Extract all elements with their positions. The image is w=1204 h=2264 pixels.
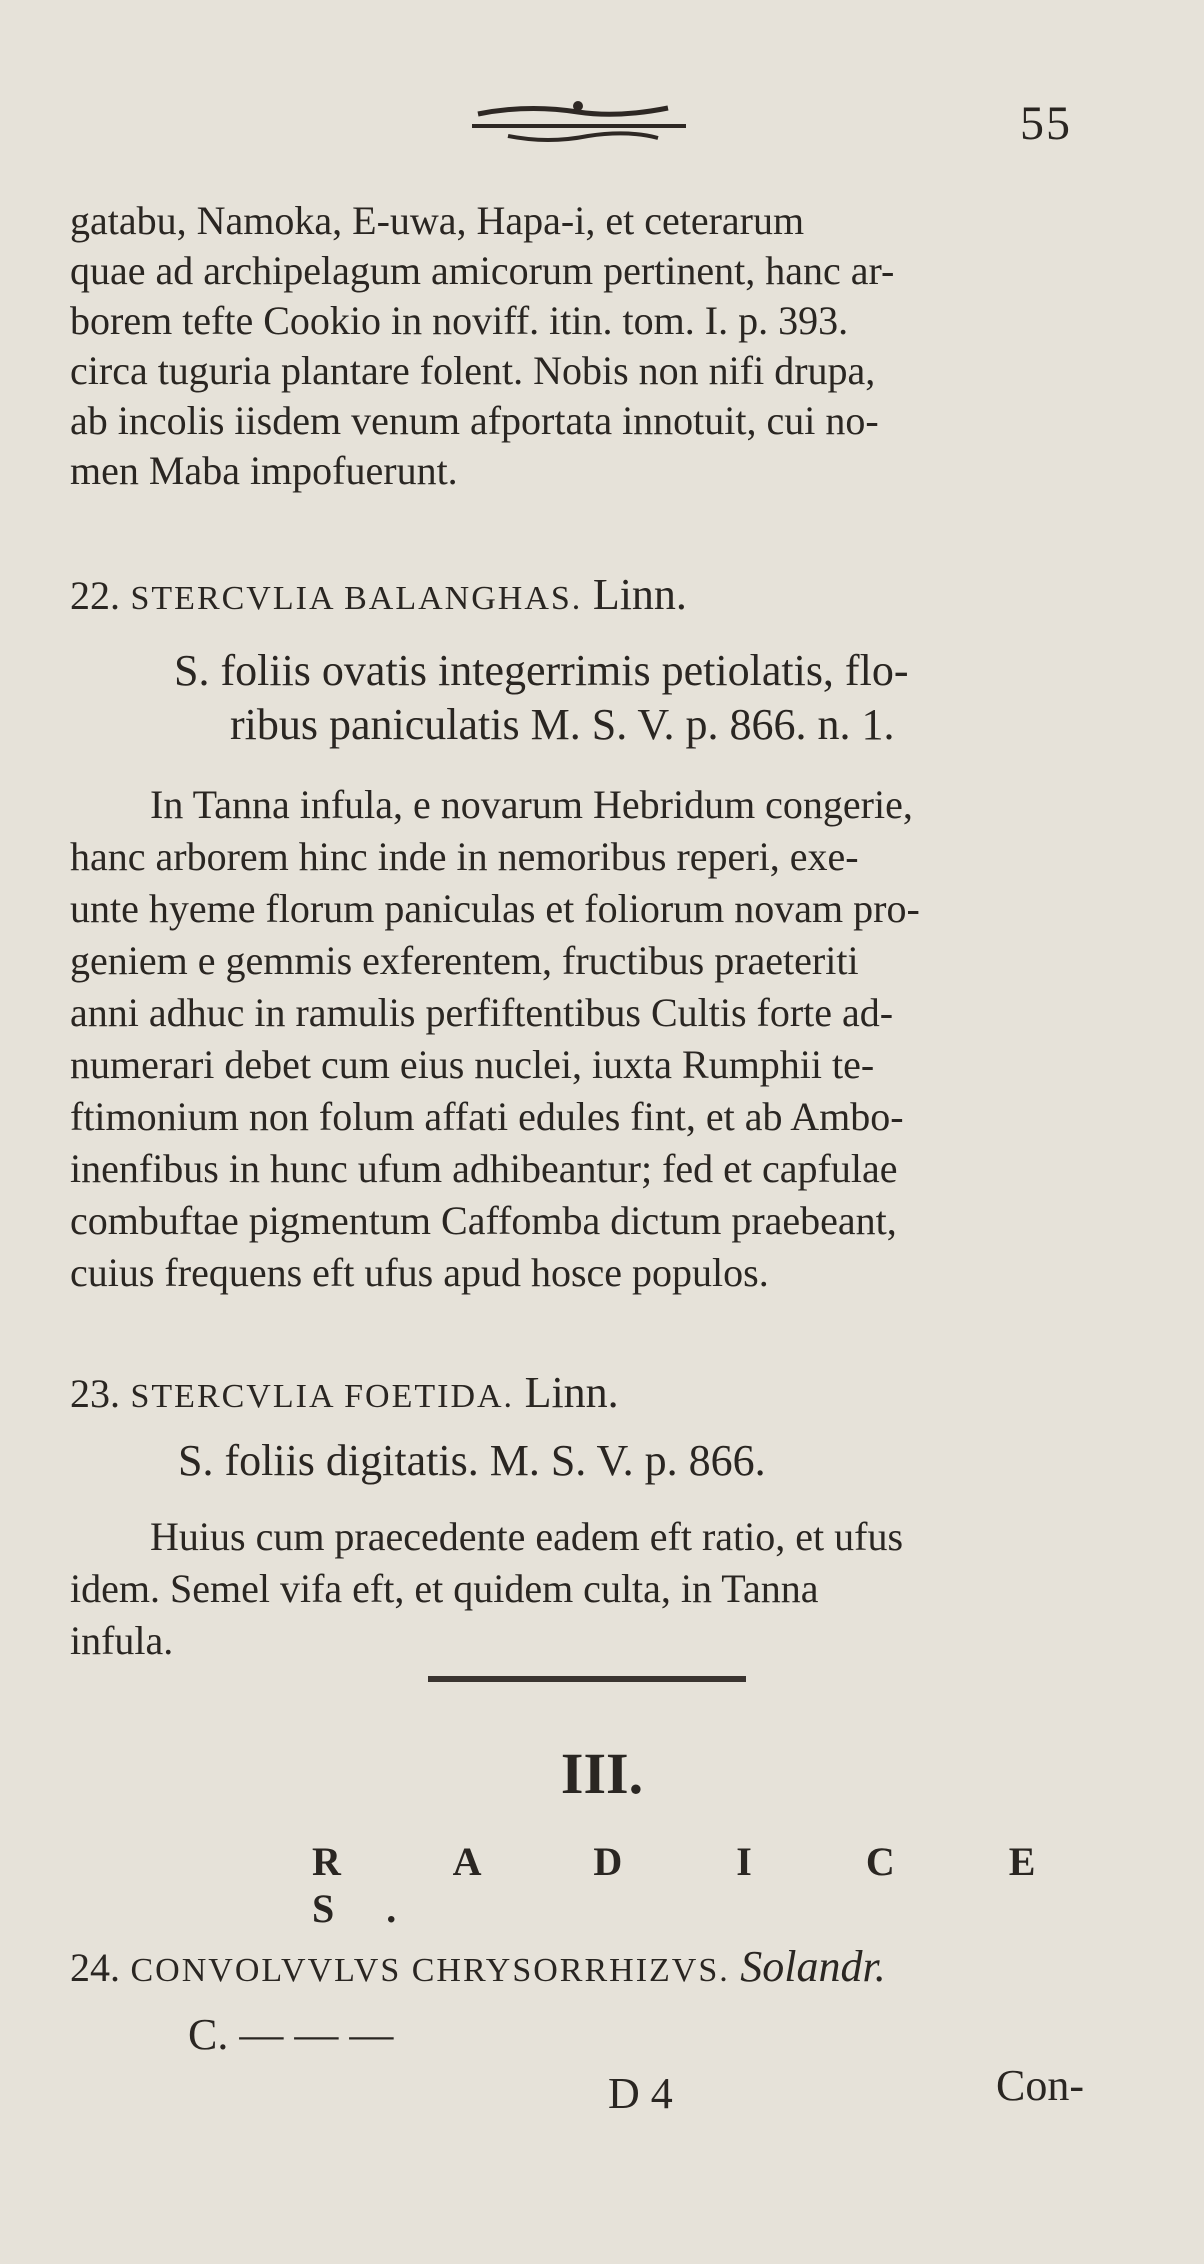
entry-heading	[70, 1942, 886, 1996]
species-name: STERCVLIA FOETIDA.	[130, 1378, 515, 1415]
diagnosis-line: C. — — —	[188, 2010, 394, 2059]
catchword: Con-	[996, 2061, 1084, 2110]
species-name: STERCVLIA BALANGHAS.	[130, 580, 583, 617]
text-line: geniem e gemmis exferentem, fructibus praeteriti	[70, 938, 859, 983]
diagnosis-line: ribus paniculatis M. S. V. p. 866. n. 1.	[230, 700, 895, 749]
text-line: anni adhuc in ramulis perfiftentibus Cultis forte ad-	[70, 990, 894, 1035]
author-name: Linn.	[524, 1368, 619, 1417]
diagnosis-line: S. foliis digitatis. M. S. V. p. 866.	[178, 1436, 766, 1485]
page-number: 55	[1020, 97, 1072, 150]
text-line: men Maba impofuerunt.	[70, 448, 458, 493]
text-line: hanc arborem hinc inde in nemoribus reperi, exe-	[70, 834, 859, 879]
ornament-headpiece	[468, 92, 690, 152]
species-name: CONVOLVVLVS CHRYSORRHIZVS.	[130, 1952, 730, 1989]
text-line: unte hyeme florum paniculas et foliorum novam pro-	[70, 886, 920, 931]
section-numeral: III.	[560, 1741, 644, 1806]
text-line: ab incolis iisdem venum afportata innotuit, cui no-	[70, 398, 879, 443]
text-line: In Tanna infula, e novarum Hebridum congerie,	[150, 782, 913, 827]
entry-heading	[70, 1368, 619, 1422]
text-line: infula.	[70, 1618, 174, 1663]
entry-number: 24.	[70, 1945, 120, 1990]
diagnosis-line: S. foliis ovatis integerrimis petiolatis, flo-	[174, 646, 909, 695]
text-line: borem tefte Cookio in noviff. itin. tom. I. p. 393.	[70, 298, 849, 343]
text-line: gatabu, Namoka, E-uwa, Hapa-i, et ceterarum	[70, 198, 805, 243]
section-title: R A D I C E S.	[312, 1839, 1088, 1931]
text-line: Huius cum praecedente eadem eft ratio, et ufus	[150, 1514, 904, 1559]
text-line: cuius frequens eft ufus apud hosce populos.	[70, 1250, 769, 1295]
text-line: ftimonium non folum affati edules fint, et ab Ambo-	[70, 1094, 904, 1139]
author-name: Linn.	[592, 570, 687, 619]
section-rule	[428, 1676, 746, 1682]
text-line: idem. Semel vifa eft, et quidem culta, in Tanna	[70, 1566, 819, 1611]
text-line: combuftae pigmentum Caffomba dictum praebeant,	[70, 1198, 897, 1243]
text-line: inenfibus in hunc ufum adhibeantur; fed et capfulae	[70, 1146, 898, 1191]
signature-mark: D 4	[608, 2069, 673, 2118]
author-name: Solandr.	[740, 1942, 886, 1991]
entry-heading	[70, 570, 687, 624]
entry-number: 23.	[70, 1371, 120, 1416]
text-line: quae ad archipelagum amicorum pertinent, hanc ar-	[70, 248, 895, 293]
text-line: numerari debet cum eius nuclei, iuxta Rumphii te-	[70, 1042, 875, 1087]
text-line: circa tuguria plantare folent. Nobis non nifi drupa,	[70, 348, 876, 393]
entry-number: 22.	[70, 573, 120, 618]
